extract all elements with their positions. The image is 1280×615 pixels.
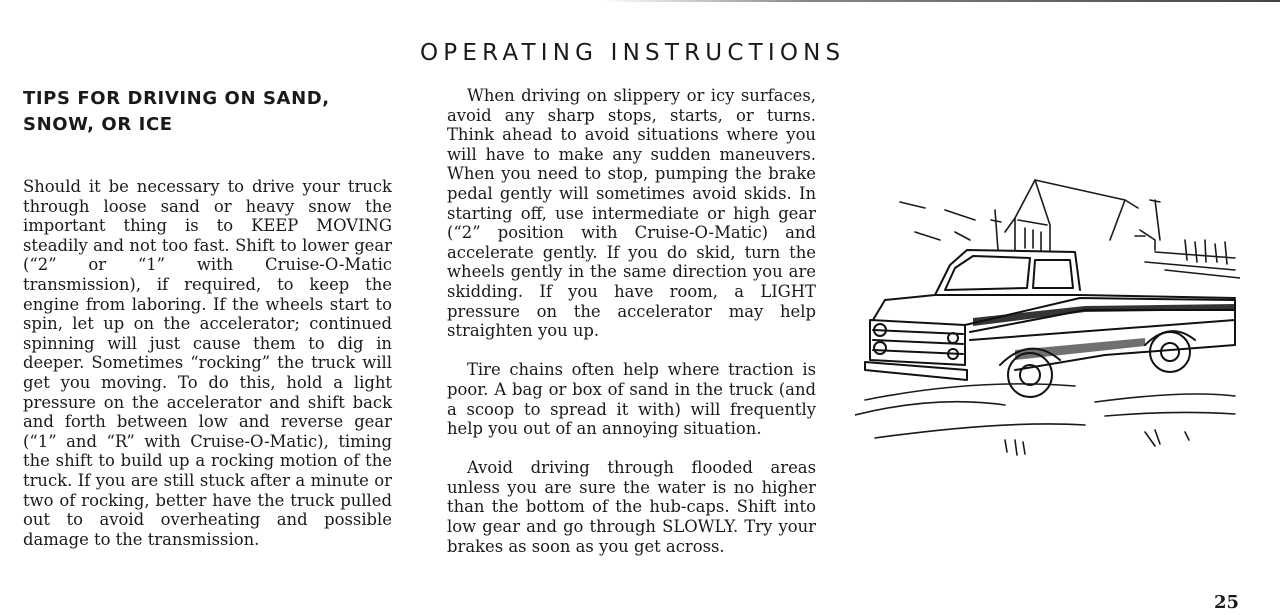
top-edge-rule xyxy=(600,0,1280,2)
middle-paragraph-3: Avoid driving through flooded areas unless you are sure the water is no higher than the bottom of the hub-caps. Shift into low gear and go through SLOWLY. Try your brakes as soon as you get across. xyxy=(447,458,816,556)
page-number: 25 xyxy=(1214,592,1240,613)
truck-in-snow-illustration xyxy=(855,170,1240,470)
middle-paragraph-2: Tire chains often help where traction is poor. A bag or box of sand in the truck (and a scoop to spread it with) will frequently help you out of an annoying situation. xyxy=(447,360,816,439)
section-title xyxy=(23,86,363,138)
left-column xyxy=(23,177,392,549)
middle-column xyxy=(447,86,816,556)
middle-paragraph-1: When driving on slippery or icy surfaces, avoid any sharp stops, starts, or turns. Think ahead to avoid situations where you will have to make any sudden maneuvers. When you need to stop, pumping the brake pedal gently will sometimes avoid skids. In starting off, use intermediate or high gear (“2” position with Cruise-O-Matic) and accelerate gently. If you do skid, turn the wheels gently in the same direction you are skidding. If you have room, a LIGHT pressure on the accelerator may help straighten you up. xyxy=(447,86,816,341)
section-title-line-2: SNOW, OR ICE xyxy=(23,114,173,135)
page-header: OPERATING INSTRUCTIONS xyxy=(420,40,846,66)
barn-drawing xyxy=(1005,180,1155,250)
left-paragraph: Should it be necessary to drive your truck through loose sand or heavy snow the important thing is to KEEP MOVING steadily and not too fast. Shift to lower gear (“2” or “1” with Cruise-O-Matic transmission), if required, to keep the engine from laboring. If the wheels start to spin, let up on the accelerator; continued spinning will just cause them to dig in deeper. Sometimes “rocking” the truck will get you moving. To do this, hold a light pressure on the accelerator and shift back and forth between low and reverse gear (“1” and “R” with Cruise-O-Matic), timing the shift to build up a rocking motion of the truck. If you are still stuck after a minute or two of rocking, better have the truck pulled out to avoid overheating and possible damage to the transmission. xyxy=(23,177,392,549)
section-title-line-1: TIPS FOR DRIVING ON SAND, xyxy=(23,88,330,109)
